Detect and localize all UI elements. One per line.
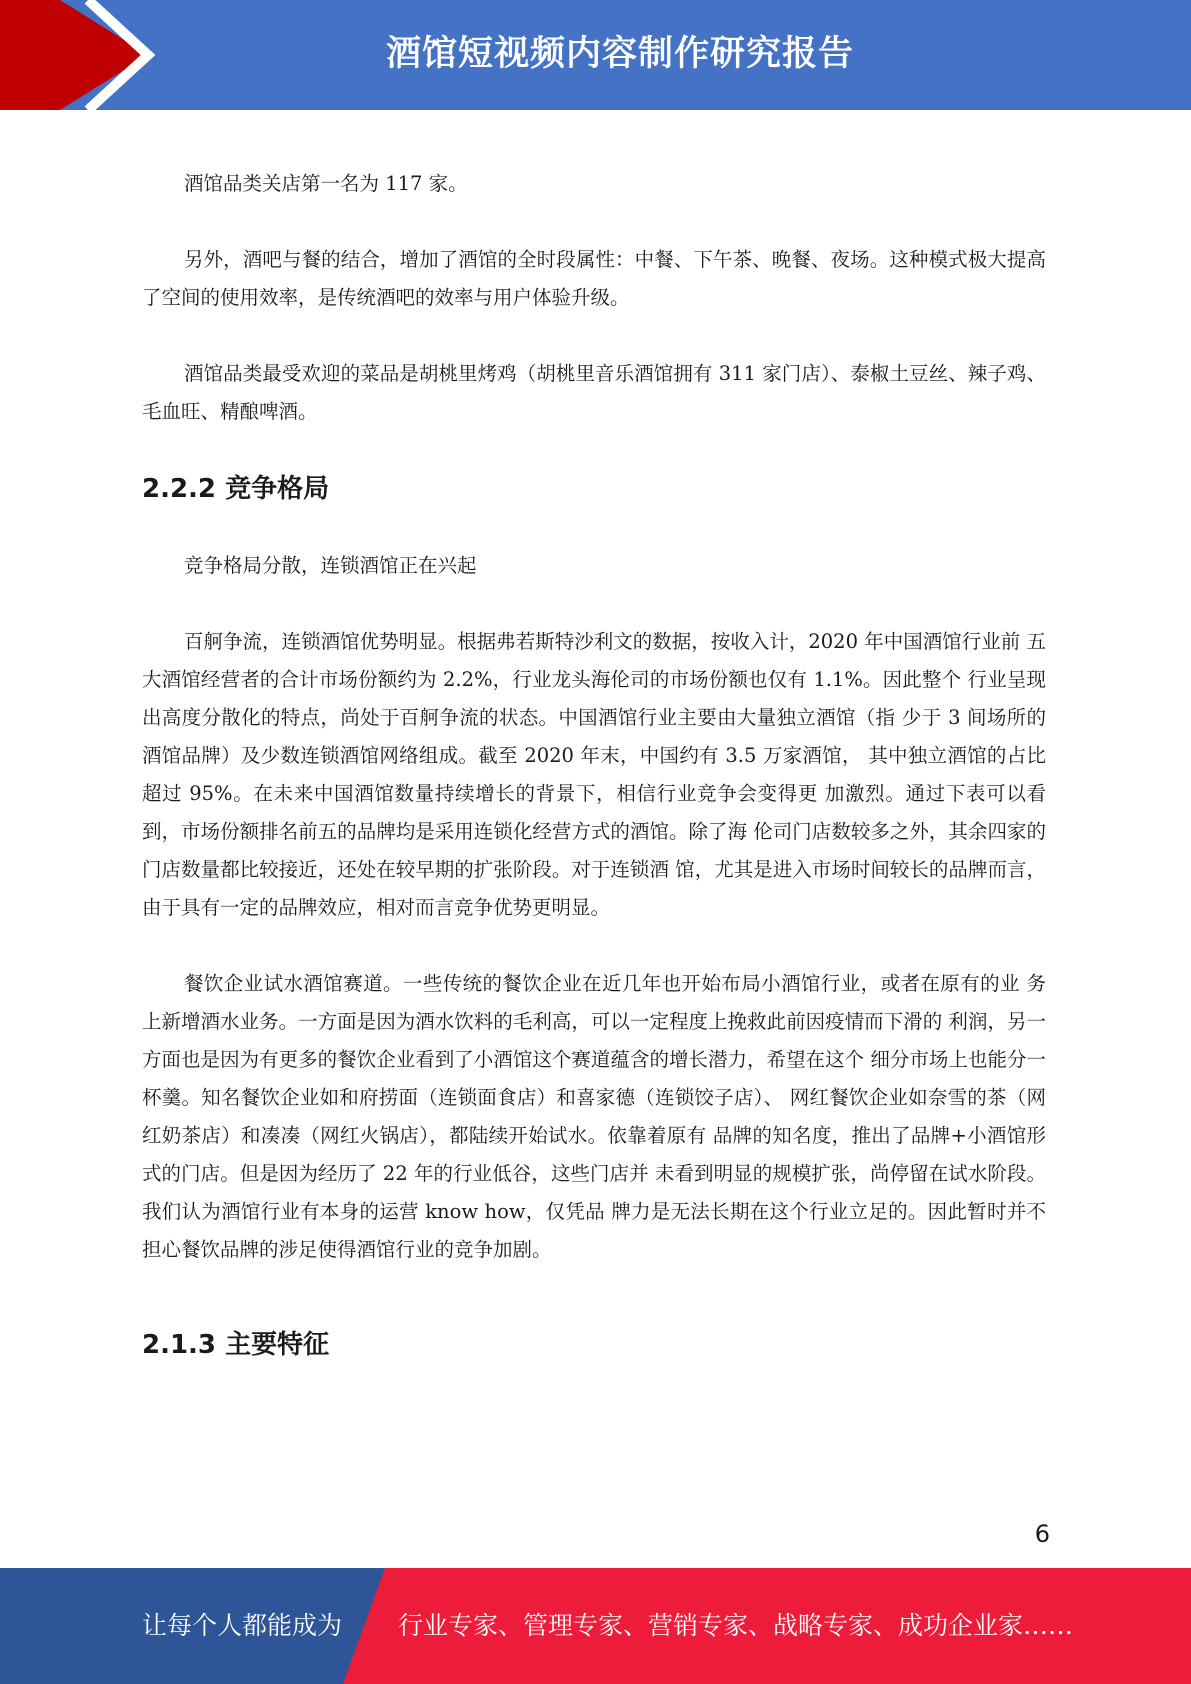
footer-slogan-left: 让每个人都能成为 xyxy=(142,1611,343,1640)
report-title: 酒馆短视频内容制作研究报告 xyxy=(385,34,854,74)
paragraph: 酒馆品类关店第一名为 117 家。 xyxy=(184,172,468,195)
paragraph: 竞争格局分散，连锁酒馆正在兴起 xyxy=(184,554,477,577)
paragraph: 百舸争流，连锁酒馆优势明显。根据弗若斯特沙利文的数据，按收入计，2020 年中国酒馆行业前 五大酒馆经营者的合计市场份额约为 2.2%，行业龙头海伦司的市场份额也仅有 1.1%。因此整个 行业呈现出高度分散化的特点，尚处于百舸争流的状态。中国酒馆行业主要由大量独立酒馆（指 少于 3 间场所的酒馆品牌）及少数连锁酒馆网络组成。截至 2020 年末，中国约有 3.5 万家酒馆， 其中独立酒馆的占比超过 95%。在未来中国酒馆数量持续增长的背景下，相信行业竞争会变得更 加激烈。通过下表可以看到，市场份额排名前五的品牌均是采用连锁化经营方式的酒馆。除了海 伦司门店数较多之外，其余四家的门店数量都比较接近，还处在较早期的扩张阶段。对于连锁酒 馆，尤其是进入市场时间较长的品牌而言，由于具有一定的品牌效应，相对而言竞争优势更明显。 xyxy=(142,630,1046,919)
section-heading: 2.1.3 主要特征 xyxy=(142,1330,330,1360)
page-footer xyxy=(0,1568,1191,1684)
paragraph: 另外，酒吧与餐的结合，增加了酒馆的全时段属性：中餐、下午茶、晚餐、夜场。这种模式极大提高了空间的使用效率，是传统酒吧的效率与用户体验升级。 xyxy=(142,248,1046,309)
page-header xyxy=(0,0,1191,110)
page-number: 6 xyxy=(1034,1520,1050,1548)
section-heading: 2.2.2 竞争格局 xyxy=(142,474,330,504)
document-body xyxy=(142,165,1046,1403)
footer-slogan-right: 行业专家、管理专家、营销专家、战略专家、成功企业家…… xyxy=(398,1611,1074,1640)
paragraph: 酒馆品类最受欢迎的菜品是胡桃里烤鸡（胡桃里音乐酒馆拥有 311 家门店）、泰椒土豆丝、辣子鸡、毛血旺、精酿啤酒。 xyxy=(142,362,1046,423)
paragraph: 餐饮企业试水酒馆赛道。一些传统的餐饮企业在近几年也开始布局小酒馆行业，或者在原有的业 务上新增酒水业务。一方面是因为酒水饮料的毛利高，可以一定程度上挽救此前因疫情而下滑的 利润，另一方面也是因为有更多的餐饮企业看到了小酒馆这个赛道蕴含的增长潜力，希望在这个 细分市场上也能分一杯羹。知名餐饮企业如和府捞面（连锁面食店）和喜家德（连锁饺子店）、 网红餐饮企业如奈雪的茶（网红奶茶店）和凑凑（网红火锅店），都陆续开始试水。依靠着原有 品牌的知名度，推出了品牌+小酒馆形式的门店。但是因为经历了 22 年的行业低谷，这些门店并 未看到明显的规模扩张，尚停留在试水阶段。我们认为酒馆行业有本身的运营 know how，仅凭品 牌力是无法长期在这个行业立足的。因此暂时并不担心餐饮品牌的涉足使得酒馆行业的竞争加剧。 xyxy=(142,972,1046,1261)
